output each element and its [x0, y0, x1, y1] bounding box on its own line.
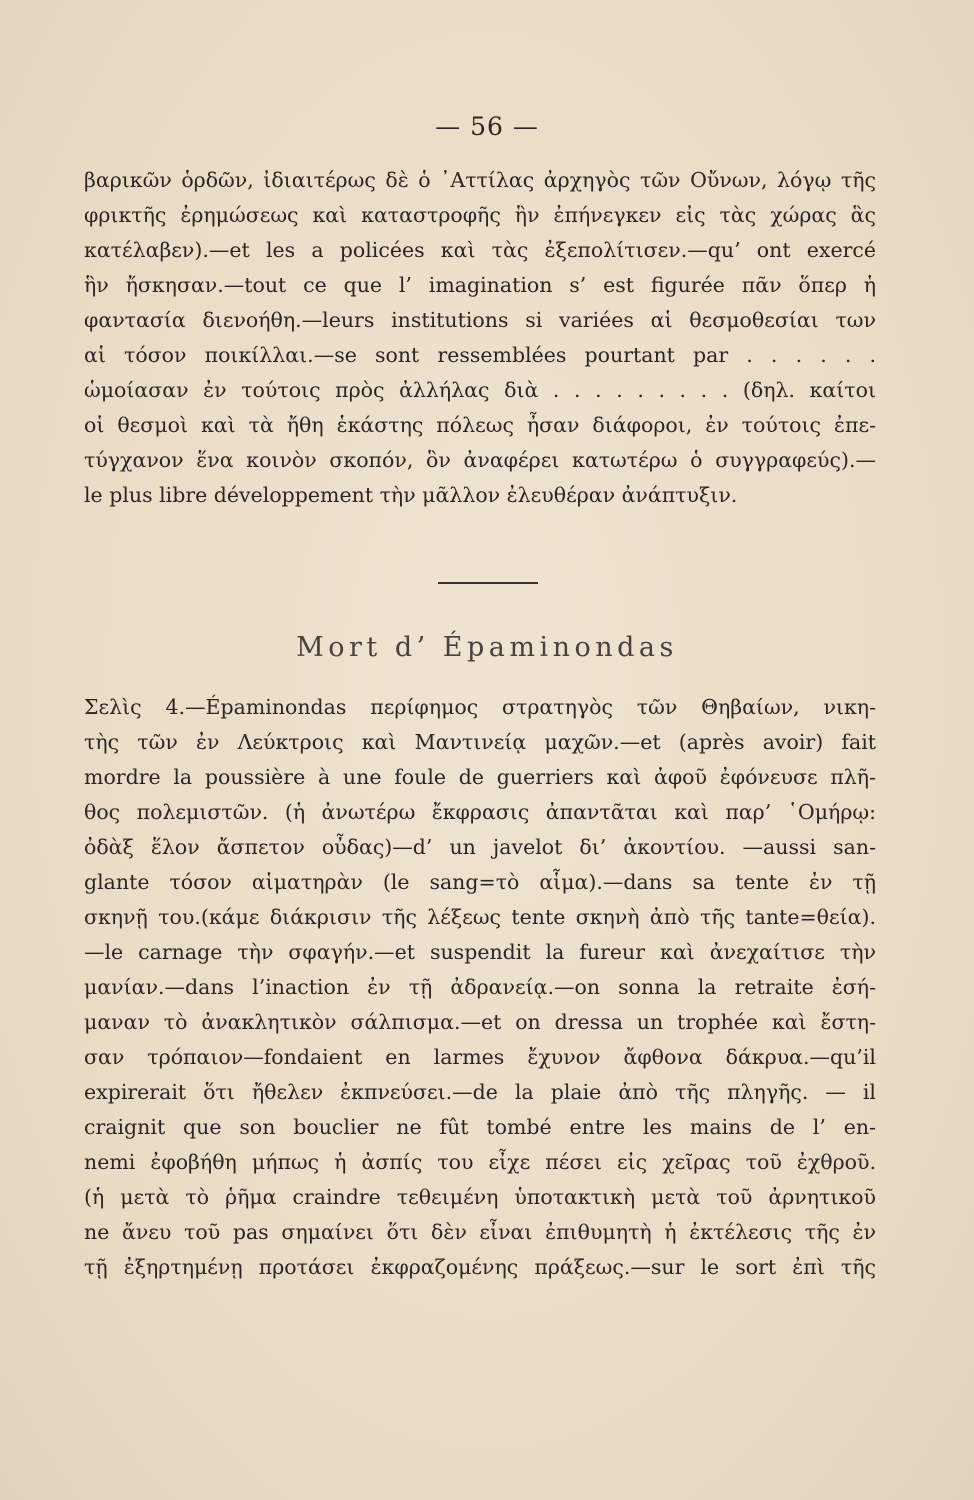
text-line: Σελὶς 4.—Épaminondas περίφημος στρατηγὸς τῶν Θηβαίων, νικη- [84, 695, 876, 719]
text-line: θος πολεμιστῶν. (ἡ ἀνωτέρω ἔκφρασις ἀπαντᾶται καὶ παρ’ ῾Ομήρῳ: [84, 800, 876, 824]
text-line: τῇ ἐξηρτημένῃ προτάσει ἐκφραζομένης πράξεως.—sur le sort ἐπὶ τῆς [84, 1255, 876, 1279]
text-line: —le carnage τὴν σφαγήν.—et suspendit la fureur καὶ ἀνεχαίτισε τὴν [84, 940, 876, 964]
text-line: ne ἄνευ τοῦ pas σημαίνει ὅτι δὲν εἶναι ἐπιθυμητὴ ἡ ἐκτέλεσις τῆς ἐν [84, 1220, 876, 1244]
text-line: φαντασία διενοήθη.—leurs institutions si variées αἱ θεσμοθεσίαι των [84, 308, 876, 332]
page-number: — 56 — [435, 112, 539, 141]
text-line: αἱ τόσον ποικίλλαι.—se sont ressemblées pourtant par . . . . . . [84, 343, 876, 367]
text-line: ἣν ἤσκησαν.—tout ce que l’ imagination s’ est figurée πᾶν ὅπερ ἡ [84, 273, 876, 297]
section-title: Mort d’ Épaminondas [296, 632, 678, 663]
text-line: βαρικῶν ὁρδῶν, ἰδιαιτέρως δὲ ὁ ᾿Αττίλας ἀρχηγὸς τῶν Οὔνων, λόγῳ τῆς [84, 168, 876, 192]
text-line: φρικτῆς ἐρημώσεως καὶ καταστροφῆς ἣν ἐπήνεγκεν εἰς τὰς χώρας ἃς [84, 203, 876, 227]
text-line: glante τόσον αἱματηρὰν (le sang=τὸ αἷμα).—dans sa tente ἐν τῇ [84, 870, 876, 894]
text-line: μαναν τὸ ἀνακλητικὸν σάλπισμα.—et on dressa un trophée καὶ ἔστη- [84, 1010, 876, 1034]
text-line: τὴς τῶν ἐν Λεύκτροις καὶ Μαντινείᾳ μαχῶν.—et (après avoir) fait [84, 730, 876, 754]
text-line: οἱ θεσμοὶ καὶ τὰ ἤθη ἑκάστης πόλεως ἦσαν διάφοροι, ἐν τούτοις ἐπε- [84, 413, 876, 437]
text-line: expirerait ὅτι ἤθελεν ἐκπνεύσει.—de la plaie ἀπὸ τῆς πληγῆς. — il [84, 1080, 876, 1104]
text-line: μανίαν.—dans l’inaction ἐν τῇ ἀδρανείᾳ.—on sonna la retraite ἐσή- [84, 975, 876, 999]
text-line: τύγχανον ἕνα κοινὸν σκοπόν, ὃν ἀναφέρει κατωτέρω ὁ συγγραφεύς).— [84, 448, 876, 472]
text-line: nemi ἐφοβήθη μήπως ἡ ἀσπίς του εἶχε πέσει εἰς χεῖρας τοῦ ἐχθροῦ. [84, 1150, 876, 1174]
text-line: le plus libre développement τὴν μᾶλλον ἐλευθέραν ἀνάπτυξιν. [84, 483, 738, 507]
text-line: craignit que son bouclier ne fût tombé entre les mains de l’ en- [84, 1115, 876, 1139]
text-line: κατέλαβεν).—et les a policées καὶ τὰς ἐξεπολίτισεν.—qu’ ont exercé [84, 238, 876, 262]
text-line: ὡμοίασαν ἐν τούτοις πρὸς ἀλλήλας διὰ . . . . . . . . . (δηλ. καίτοι [84, 378, 876, 402]
text-line: mordre la poussière à une foule de guerriers καὶ ἀφοῦ ἐφόνευσε πλῆ- [84, 765, 876, 789]
section-divider [438, 582, 538, 584]
text-line: (ἡ μετὰ τὸ ῥῆμα craindre τεθειμένη ὑποτακτικὴ μετὰ τοῦ ἀρνητικοῦ [84, 1185, 876, 1209]
text-line: σαν τρόπαιον—fondaient en larmes ἔχυνον ἄφθονα δάκρυα.—qu’il [84, 1045, 876, 1069]
text-line: σκηνῇ του.(κάμε διάκρισιν τῆς λέξεως tente σκηνὴ ἀπὸ τῆς tante=θεία). [84, 905, 876, 929]
text-line: ὀδὰξ ἕλον ἄσπετον οὖδας)—d’ un javelot δι’ ἀκοντίου. —aussi san- [84, 835, 876, 859]
